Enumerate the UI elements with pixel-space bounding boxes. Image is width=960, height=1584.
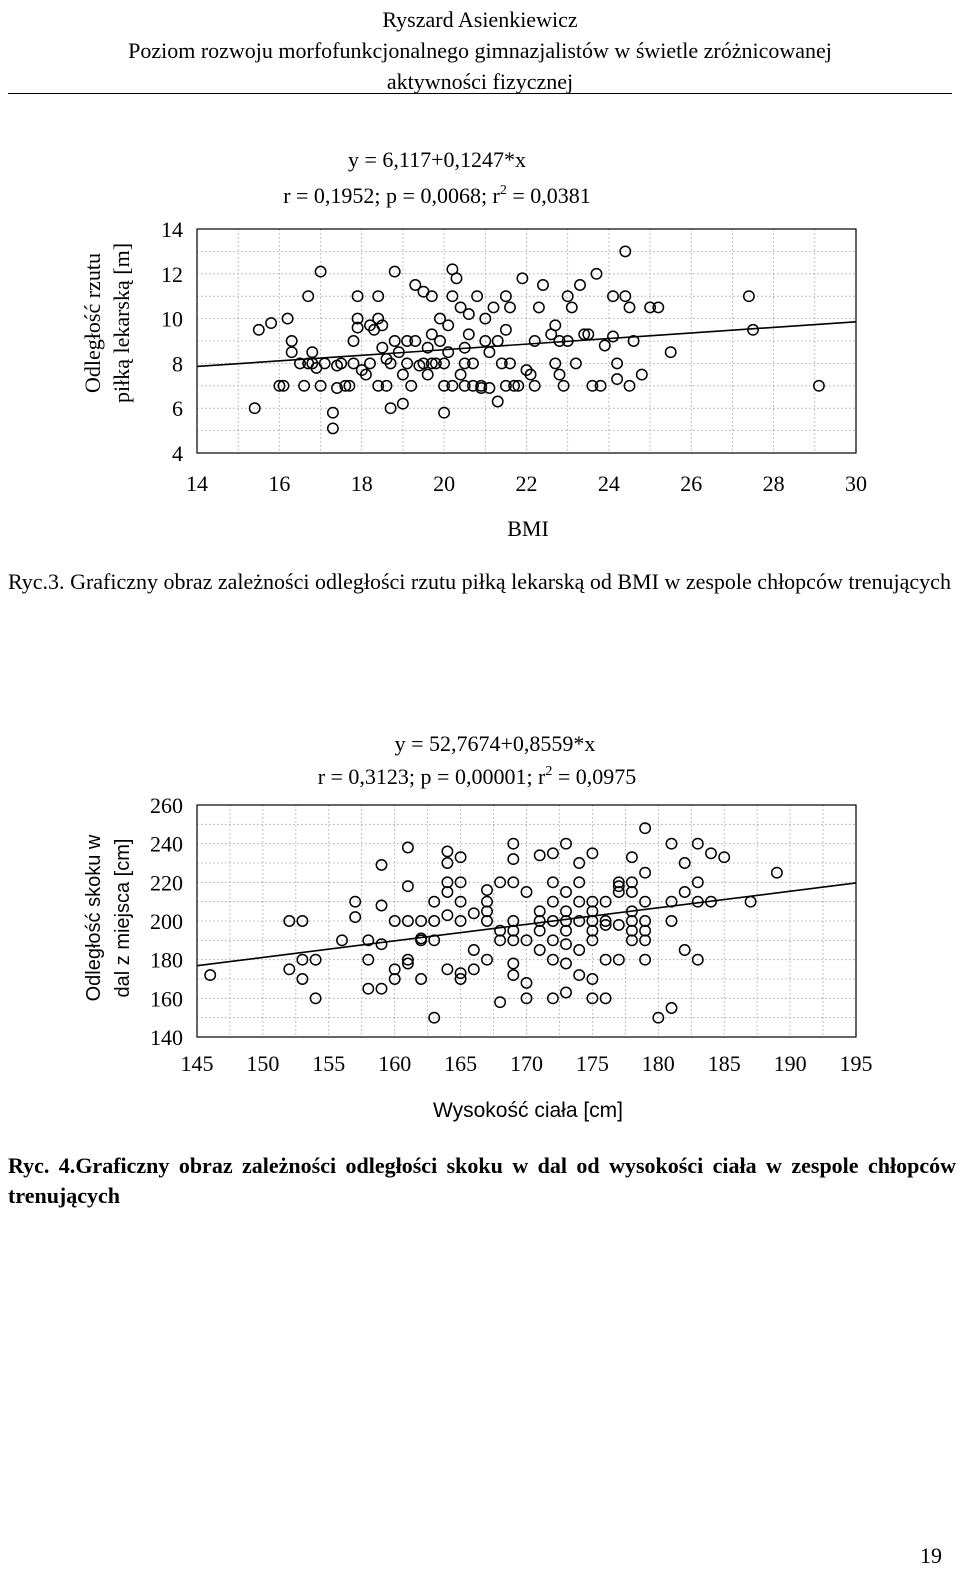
fig1-data-point xyxy=(328,408,338,418)
fig2-data-point xyxy=(640,868,650,878)
fig1-data-point xyxy=(315,266,325,276)
fig1-data-point xyxy=(624,302,634,312)
fig2-y-tick-label: 260 xyxy=(150,793,183,818)
fig1-data-point xyxy=(554,369,564,379)
fig2-data-point xyxy=(640,926,650,936)
fig2-x-tick-label: 195 xyxy=(839,1051,873,1076)
fig1-data-point xyxy=(254,325,264,335)
fig2-x-tick-label: 145 xyxy=(180,1051,214,1076)
figure-4-caption xyxy=(8,1151,956,1211)
fig1-data-point xyxy=(464,309,474,319)
fig2-data-point xyxy=(482,897,492,907)
fig3-regression-equation: y = 6,117+0,1247*x xyxy=(348,147,526,172)
fig1-data-point xyxy=(534,302,544,312)
fig2-data-point xyxy=(574,897,584,907)
fig4-stats-label: r = 0,3123; p = 0,00001; $r^2 = 0,0975$ xyxy=(317,764,637,789)
fig2-data-point xyxy=(403,842,413,852)
fig2-data-point xyxy=(627,852,637,862)
fig3-caption-label: Ryc.3. xyxy=(8,569,65,594)
figure-3-caption xyxy=(8,567,956,597)
fig2-x-tick-label: 155 xyxy=(312,1051,346,1076)
fig1-data-point xyxy=(406,381,416,391)
fig1-data-point xyxy=(505,302,515,312)
fig2-x-tick-label: 190 xyxy=(773,1051,807,1076)
running-header xyxy=(0,4,960,97)
fig2-data-point xyxy=(574,877,584,887)
fig2-x-tick-label: 175 xyxy=(575,1051,609,1076)
fig1-data-point xyxy=(328,423,338,433)
fig4-tick-labels xyxy=(150,793,873,1076)
fig4-y-axis-label-line1: Odległość skoku w xyxy=(83,834,105,1002)
fig2-y-tick-label: 180 xyxy=(150,947,183,973)
fig1-data-point xyxy=(550,320,560,330)
fig1-data-point xyxy=(423,369,433,379)
fig2-data-point xyxy=(666,916,676,926)
fig2-data-point xyxy=(363,955,373,965)
fig3-tick-labels xyxy=(161,217,867,496)
fig2-data-point xyxy=(587,974,597,984)
fig1-data-point xyxy=(517,273,527,283)
fig2-data-point xyxy=(442,887,452,897)
fig1-data-point xyxy=(287,347,297,357)
fig2-data-point xyxy=(561,906,571,916)
fig2-data-point xyxy=(561,987,571,997)
fig1-data-point xyxy=(488,302,498,312)
fig1-data-point xyxy=(390,266,400,276)
fig4-caption-text: Graficzny obraz zależności odległości skoku w dal od wysokości ciała w zespole chłopców trenujących xyxy=(8,1153,956,1208)
fig2-data-point xyxy=(535,926,545,936)
fig2-y-tick-label: 140 xyxy=(150,1025,183,1050)
fig1-x-tick-label: 26 xyxy=(680,471,703,496)
fig2-data-point xyxy=(376,984,386,994)
fig3-y-axis-label-line2: piłką lekarską [m] xyxy=(109,242,134,404)
fig2-data-point xyxy=(627,926,637,936)
fig1-data-point xyxy=(550,358,560,368)
fig2-data-point xyxy=(535,850,545,860)
fig1-y-tick-label: 4 xyxy=(172,441,183,466)
fig2-data-point xyxy=(627,916,637,926)
fig4-caption-label: Ryc. 4. xyxy=(8,1153,76,1178)
fig2-data-point xyxy=(350,897,360,907)
fig1-data-point xyxy=(814,381,824,391)
header-title-line1: Poziom rozwoju morfofunkcjonalnego gimnazjalistów w świetle zróżnicowanej xyxy=(128,38,832,63)
fig2-data-point xyxy=(469,964,479,974)
fig2-data-point xyxy=(482,906,492,916)
fig2-x-tick-label: 160 xyxy=(378,1051,412,1076)
fig1-data-point xyxy=(567,302,577,312)
fig2-data-point xyxy=(363,984,373,994)
fig3-stats-label: r = 0,1952; p = 0,0068; $r^2 = 0,0381$ xyxy=(283,183,591,208)
fig1-data-point xyxy=(447,291,457,301)
page-number: 19 xyxy=(920,1543,942,1568)
fig2-x-tick-label: 170 xyxy=(510,1051,543,1076)
fig1-y-tick-label: 8 xyxy=(172,351,183,377)
fig2-data-point xyxy=(469,945,479,955)
fig2-data-point xyxy=(627,887,637,897)
figure-4-height-scatter xyxy=(0,720,960,1140)
fig2-data-point xyxy=(469,908,479,918)
fig3-y-axis-label-line1: Odległość rzutu xyxy=(80,253,105,393)
fig1-data-point xyxy=(282,313,292,323)
fig2-data-point xyxy=(442,846,452,856)
fig1-x-tick-label: 28 xyxy=(762,471,785,496)
fig2-data-point xyxy=(535,916,545,926)
fig2-data-point xyxy=(574,945,584,955)
fig1-data-point xyxy=(666,347,676,357)
fig2-x-tick-label: 185 xyxy=(707,1051,741,1076)
fig3-x-axis-label: BMI xyxy=(507,516,549,541)
fig1-data-point xyxy=(608,331,618,341)
fig1-data-point xyxy=(377,343,387,353)
fig2-data-point xyxy=(535,906,545,916)
fig2-data-point xyxy=(376,860,386,870)
fig1-data-point xyxy=(484,347,494,357)
fig4-x-axis-label: Wysokość ciała [cm] xyxy=(432,1099,624,1122)
fig2-data-point xyxy=(706,848,716,858)
fig2-data-point xyxy=(680,945,690,955)
fig1-data-point xyxy=(538,280,548,290)
fig2-data-point xyxy=(614,920,624,930)
fig2-y-tick-label: 220 xyxy=(150,870,183,896)
fig1-x-tick-label: 22 xyxy=(515,471,538,496)
fig2-x-tick-label: 165 xyxy=(444,1051,478,1076)
fig2-data-point xyxy=(482,916,492,926)
fig1-data-point xyxy=(464,329,474,339)
fig4-y-axis-label-line2: dal z miejsca [cm] xyxy=(112,838,134,998)
fig1-y-tick-label: 6 xyxy=(172,396,183,422)
fig2-data-point xyxy=(548,848,558,858)
fig1-y-tick-label: 12 xyxy=(161,261,183,287)
fig1-data-point xyxy=(575,280,585,290)
fig2-data-point xyxy=(310,993,320,1003)
fig1-data-point xyxy=(303,291,313,301)
fig1-data-point xyxy=(455,369,465,379)
fig2-data-point xyxy=(442,964,452,974)
fig2-data-point xyxy=(403,881,413,891)
fig1-data-point xyxy=(501,325,511,335)
fig3-caption-text: Graficzny obraz zależności odległości rzutu piłką lekarską od BMI w zespole chłopców trenujących xyxy=(64,569,951,594)
fig2-data-point xyxy=(495,877,505,887)
fig2-data-point xyxy=(666,839,676,849)
fig2-data-point xyxy=(574,970,584,980)
fig2-y-tick-label: 160 xyxy=(150,986,183,1012)
fig1-y-tick-label: 14 xyxy=(161,217,183,242)
fig2-data-point xyxy=(680,887,690,897)
fig1-x-tick-label: 16 xyxy=(268,471,291,496)
fig2-data-point xyxy=(350,912,360,922)
fig4-regression-equation: y = 52,7674+0,8559*x xyxy=(394,731,596,756)
fig3-points xyxy=(250,246,825,433)
fig1-y-tick-label: 10 xyxy=(161,306,183,332)
fig2-data-point xyxy=(627,935,637,945)
fig3-gridlines xyxy=(197,229,856,453)
fig2-data-point xyxy=(772,868,782,878)
header-author: Ryszard Asienkiewicz xyxy=(382,7,578,32)
fig1-data-point xyxy=(402,358,412,368)
fig2-data-point xyxy=(574,858,584,868)
fig1-data-point xyxy=(427,291,437,301)
fig2-x-tick-label: 150 xyxy=(246,1051,280,1076)
fig2-data-point xyxy=(587,935,597,945)
fig2-data-point xyxy=(627,877,637,887)
fig1-data-point xyxy=(443,320,453,330)
fig1-x-tick-label: 30 xyxy=(845,471,867,496)
fig2-y-tick-label: 200 xyxy=(150,909,183,934)
fig2-data-point xyxy=(495,997,505,1007)
fig2-data-point xyxy=(521,887,531,897)
fig1-data-point xyxy=(600,340,610,350)
fig2-data-point xyxy=(561,887,571,897)
fig2-data-point xyxy=(442,877,452,887)
fig1-data-point xyxy=(299,381,309,391)
fig2-data-point xyxy=(310,955,320,965)
fig2-data-point xyxy=(403,916,413,926)
header-rule xyxy=(8,93,952,94)
fig1-data-point xyxy=(612,374,622,384)
fig4-points xyxy=(205,823,782,1023)
fig1-x-tick-label: 24 xyxy=(597,471,620,496)
fig1-data-point xyxy=(435,336,445,346)
fig1-data-point xyxy=(493,396,503,406)
fig2-data-point xyxy=(666,1003,676,1013)
fig1-data-point xyxy=(571,358,581,368)
fig2-data-point xyxy=(495,935,505,945)
figure-3-bmi-scatter xyxy=(0,130,960,550)
fig1-data-point xyxy=(307,347,317,357)
fig1-x-tick-label: 20 xyxy=(433,471,456,496)
fig4-gridlines xyxy=(197,805,856,1037)
fig2-y-tick-label: 240 xyxy=(150,831,183,857)
fig2-data-point xyxy=(482,955,492,965)
fig1-data-point xyxy=(558,381,568,391)
fig2-x-tick-label: 180 xyxy=(641,1051,675,1076)
fig1-data-point xyxy=(451,273,461,283)
fig2-data-point xyxy=(561,926,571,936)
fig1-data-point xyxy=(591,269,601,279)
fig2-data-point xyxy=(442,858,452,868)
fig1-x-tick-label: 14 xyxy=(186,471,208,496)
fig1-data-point xyxy=(637,369,647,379)
fig2-data-point xyxy=(535,945,545,955)
fig1-x-tick-label: 18 xyxy=(350,471,373,496)
fig1-data-point xyxy=(563,291,573,301)
fig1-data-point xyxy=(398,399,408,409)
fig1-data-point xyxy=(287,336,297,346)
fig2-data-point xyxy=(442,910,452,920)
fig1-data-point xyxy=(266,318,276,328)
fig2-data-point xyxy=(482,885,492,895)
header-title-line2: aktywności fizycznej xyxy=(386,69,574,94)
fig2-data-point xyxy=(284,964,294,974)
